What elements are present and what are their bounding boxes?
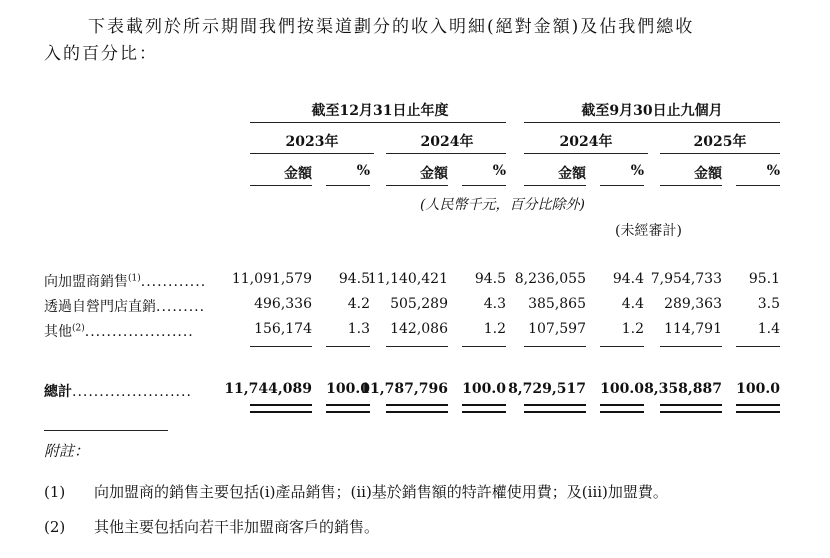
cell-amount: 385,865 — [528, 296, 586, 312]
intro-paragraph — [44, 14, 804, 68]
header-year: 2023年 — [285, 134, 339, 150]
cell-percent: 100.0 — [462, 381, 506, 397]
leader-dots: ......... — [156, 299, 206, 315]
footnote-number: (2) — [44, 518, 66, 536]
header-rule — [524, 185, 586, 186]
notes-title: 附註： — [44, 442, 90, 460]
header-period-full-year: 截至12月31日止年度 — [311, 103, 449, 119]
header-rule — [462, 185, 506, 186]
header-rule — [250, 185, 312, 186]
cell-percent: 100.0 — [326, 381, 370, 397]
header-rule — [524, 153, 648, 154]
header-percent: % — [766, 163, 780, 179]
cell-percent: 3.5 — [757, 296, 780, 312]
cell-amount: 8,236,055 — [514, 271, 586, 287]
header-rule — [736, 185, 780, 186]
table-row — [44, 296, 784, 316]
cell-amount: 107,597 — [528, 321, 586, 337]
footnote — [44, 516, 379, 537]
subtotal-rule — [524, 346, 586, 347]
cell-amount: 289,363 — [664, 296, 722, 312]
unit-note: (人民幣千元，百分比除外) — [420, 197, 585, 213]
subtotal-rule — [736, 346, 780, 347]
note-ref: (1) — [128, 273, 141, 284]
unaudited-note: (未經審計) — [615, 223, 682, 239]
cell-amount: 114,791 — [664, 321, 722, 337]
leader-dots: ...................... — [72, 384, 192, 400]
footnote-text: 其他主要包括向若干非加盟商客戶的銷售。 — [94, 518, 380, 536]
cell-percent: 4.3 — [483, 296, 506, 312]
cell-amount: 156,174 — [254, 321, 312, 337]
header-percent: % — [630, 163, 644, 179]
cell-amount: 496,336 — [254, 296, 312, 312]
table-row — [44, 321, 784, 341]
total-double-rule — [524, 404, 586, 413]
row-label: 向加盟商銷售$^{(1)}$............ — [44, 273, 207, 290]
cell-percent: 100.0 — [736, 381, 780, 397]
header-percent: % — [492, 163, 506, 179]
notes-separator — [44, 430, 168, 431]
header-rule — [250, 153, 374, 154]
header-rule — [326, 185, 370, 186]
subtotal-rule — [462, 346, 506, 347]
footnote — [44, 481, 668, 502]
header-amount: 金額 — [694, 166, 722, 182]
cell-percent: 94.4 — [612, 271, 644, 287]
total-double-rule — [600, 404, 644, 413]
cell-amount: 142,086 — [390, 321, 448, 337]
total-double-rule — [660, 404, 722, 413]
header-rule — [660, 185, 722, 186]
header-amount: 金額 — [284, 166, 312, 182]
header-year: 2024年 — [559, 134, 613, 150]
row-label: 透過自營門店直銷......... — [44, 299, 206, 315]
cell-amount: 505,289 — [390, 296, 448, 312]
cell-amount: 8,729,517 — [508, 381, 586, 397]
intro-line-1: 下表載列於所示期間我們按渠道劃分的收入明細(絕對金額)及佔我們總收 — [88, 17, 695, 37]
subtotal-rule — [660, 346, 722, 347]
subtotal-rule — [250, 346, 312, 347]
header-amount: 金額 — [558, 166, 586, 182]
total-double-rule — [250, 404, 312, 413]
cell-amount: 11,091,579 — [231, 271, 312, 287]
subtotal-rule — [326, 346, 370, 347]
header-rule — [250, 122, 506, 123]
total-row — [44, 381, 784, 401]
cell-percent: 100.0 — [600, 381, 644, 397]
total-double-rule — [462, 404, 506, 413]
cell-percent: 1.3 — [347, 321, 370, 337]
total-double-rule — [326, 404, 370, 413]
cell-percent: 95.1 — [748, 271, 780, 287]
table-row — [44, 271, 784, 291]
header-year: 2025年 — [693, 134, 747, 150]
footnote-text: 向加盟商的銷售主要包括(i)產品銷售；(ii)基於銷售額的特許權使用費；及(iii)加盟費。 — [94, 483, 668, 501]
cell-percent: 1.4 — [757, 321, 780, 337]
total-double-rule — [736, 404, 780, 413]
subtotal-rule — [386, 346, 448, 347]
header-year: 2024年 — [420, 134, 474, 150]
row-label: 其他$^{(2)}$.................... — [44, 323, 194, 340]
row-label: 總計...................... — [44, 384, 192, 400]
header-rule — [386, 185, 448, 186]
cell-percent: 94.5 — [338, 271, 370, 287]
cell-percent: 94.5 — [474, 271, 506, 287]
total-double-rule — [386, 404, 448, 413]
cell-percent: 1.2 — [621, 321, 644, 337]
header-period-nine-months: 截至9月30日止九個月 — [581, 103, 723, 119]
cell-amount: 11,140,421 — [367, 271, 448, 287]
leader-dots: .................... — [84, 324, 194, 340]
cell-amount: 7,954,733 — [650, 271, 722, 287]
header-rule — [600, 185, 644, 186]
cell-percent: 4.4 — [621, 296, 644, 312]
header-rule — [524, 122, 780, 123]
header-amount: 金額 — [420, 166, 448, 182]
note-ref: (2) — [72, 323, 85, 334]
header-percent: % — [356, 163, 370, 179]
footnote-number: (1) — [44, 483, 66, 501]
subtotal-rule — [600, 346, 644, 347]
header-rule — [386, 153, 506, 154]
header-rule — [660, 153, 780, 154]
cell-amount: 11,787,796 — [360, 381, 448, 397]
cell-amount: 11,744,089 — [224, 381, 312, 397]
intro-line-2: 入的百分比： — [44, 44, 158, 64]
cell-amount: 8,358,887 — [644, 381, 722, 397]
leader-dots: ............ — [140, 274, 207, 290]
cell-percent: 1.2 — [483, 321, 506, 337]
cell-percent: 4.2 — [347, 296, 370, 312]
